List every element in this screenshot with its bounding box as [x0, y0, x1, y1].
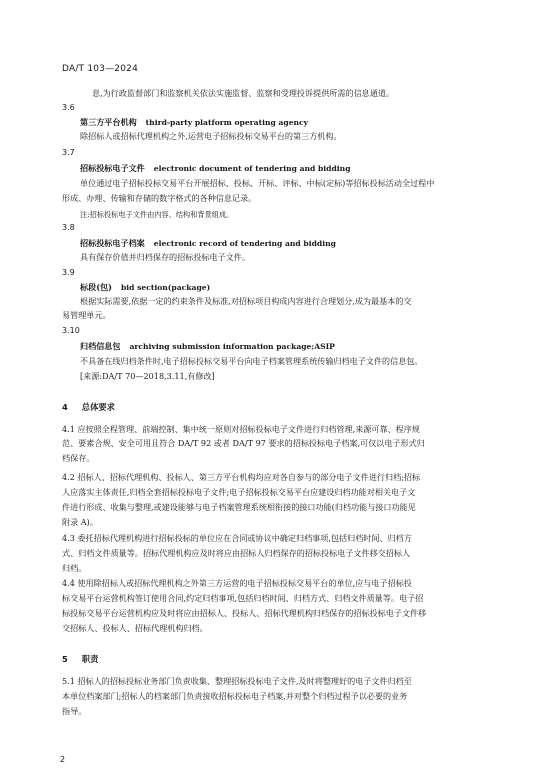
term-definition: 不具备在线归档条件时,电子招标投标交易平台向电子档案管理系统传输归档电子文件的信息包。	[80, 356, 423, 366]
term-en: electronic document of tendering and bidding	[153, 164, 351, 173]
paragraph-line: 本单位档案部门;招标人的档案部门负责接收招标投标电子档案,并对整个归档过程予以必要的业务	[62, 691, 408, 701]
paragraph-line: 档保存。	[62, 453, 95, 463]
term-definition: 除招标人或招标代理机构之外,运营电子招标投标交易平台的第三方机构。	[80, 131, 342, 141]
section-heading-4	[62, 401, 115, 413]
paragraph-line: 指导。	[62, 706, 87, 716]
paragraph-line: 4.4 使用除招标人或招标代理机构之外第三方运营的电子招标投标交易平台的单位,应与电子招标投	[62, 578, 412, 588]
paragraph-line: 式、归档文件质量等。招标代理机构应及时将应由招标人归档保存的招标投标电子文件移交招标人	[62, 548, 411, 558]
standard-code-header: DA/T 103—2024	[62, 64, 139, 74]
page-number: 2	[60, 755, 66, 764]
term-definition: 单位通过电子招标投标交易平台开展招标、投标、开标、评标、中标(定标)等招标投标活动全过程中	[80, 178, 435, 188]
paragraph-line: 5.1 招标人的招标投标业务部门负责收集、整理招标投标电子文件,及时将整理好的电子文件归档至	[62, 676, 412, 686]
paragraph-line: 4.2 招标人、招标代理机构、投标人、第三方平台机构均应对各自参与的部分电子文件进行归档;招标	[62, 472, 421, 482]
term-en: bid section(package)	[120, 283, 211, 292]
term-number-3-7: 3.7	[62, 148, 75, 157]
paragraph-line: 附录 A)。	[62, 517, 98, 527]
term-number-3-8: 3.8	[62, 223, 75, 232]
term-zh: 招标投标电子档案	[80, 238, 145, 248]
term-definition: 形成、办理、传输和存储的数字格式的各种信息记录。	[62, 193, 257, 203]
term-heading-3-8	[80, 238, 336, 249]
term-heading-3-10	[80, 341, 335, 352]
term-en: archiving submission information package;ASIP	[129, 342, 335, 351]
paragraph-line: 归档。	[62, 563, 87, 573]
section-number: 4	[62, 402, 68, 412]
paragraph-line: 标交易平台运营机构签订使用合同,约定归档事项,包括归档时间、归档方式、归档文件质量等。电子招	[62, 593, 424, 603]
term-zh: 归档信息包	[80, 341, 121, 351]
paragraph-line: 交招标人、投标人、招标代理机构归档。	[62, 623, 208, 633]
section-number: 5	[62, 654, 68, 664]
term-note: 注:招标投标电子文件由内容、结构和背景组成。	[80, 210, 234, 219]
term-zh: 第三方平台机构	[80, 117, 137, 127]
term-number-3-6: 3.6	[62, 103, 75, 112]
term-definition: 易管理单元。	[62, 310, 111, 320]
paragraph-line: 4.1 应按照全程管理、前端控制、集中统一原则对招标投标电子文件进行归档管理,来源可靠、程序规	[62, 424, 420, 434]
continued-text: 息,为行政监督部门和监察机关依法实施监督、监察和受理投诉提供所需的信息通道。	[92, 88, 395, 98]
term-en: electronic record of tendering and bidding	[153, 239, 336, 248]
term-number-3-9: 3.9	[62, 268, 75, 277]
paragraph-line: 件进行形成、收集与整理,或建设能够与电子档案管理系统相衔接的接口功能(归档功能与接口功能见	[62, 502, 416, 512]
term-en: third-party platform operating agency	[145, 118, 309, 127]
paragraph-line: 标投标交易平台运营机构应及时将应由招标人、投标人、招标代理机构归档保存的招标投标电子文件移	[62, 608, 427, 618]
term-heading-3-6	[80, 117, 308, 128]
paragraph-line: 人应落实主体责任,归档全套招标投标电子文件;电子招标投标交易平台应建设归档功能对相关电子文	[62, 487, 416, 497]
term-heading-3-7	[80, 163, 351, 174]
section-title: 职责	[81, 654, 99, 664]
section-heading-5	[62, 653, 98, 665]
term-source: [来源:DA/T 70—2018,3.11,有修改]	[80, 371, 215, 381]
term-definition: 具有保存价值并归档保存的招标投标电子文件。	[80, 252, 250, 262]
paragraph-line: 范、要素合规、安全可用且符合 DA/T 92 或者 DA/T 97 要求的招标投标电子档案,可仅以电子形式归	[62, 438, 425, 448]
term-number-3-10: 3.10	[62, 326, 80, 335]
section-title: 总体要求	[81, 402, 115, 412]
term-zh: 标段(包)	[80, 282, 112, 292]
paragraph-line: 4.3 委托招标代理机构进行招标投标的单位应在合同或协议中确定归档事项,包括归档时间、归档方	[62, 533, 412, 543]
term-zh: 招标投标电子文件	[80, 163, 145, 173]
term-definition: 根据实际需要,依据一定的约束条件及标准,对招标项目构成内容进行合理划分,成为最基本的交	[80, 296, 412, 306]
term-heading-3-9	[80, 282, 210, 293]
